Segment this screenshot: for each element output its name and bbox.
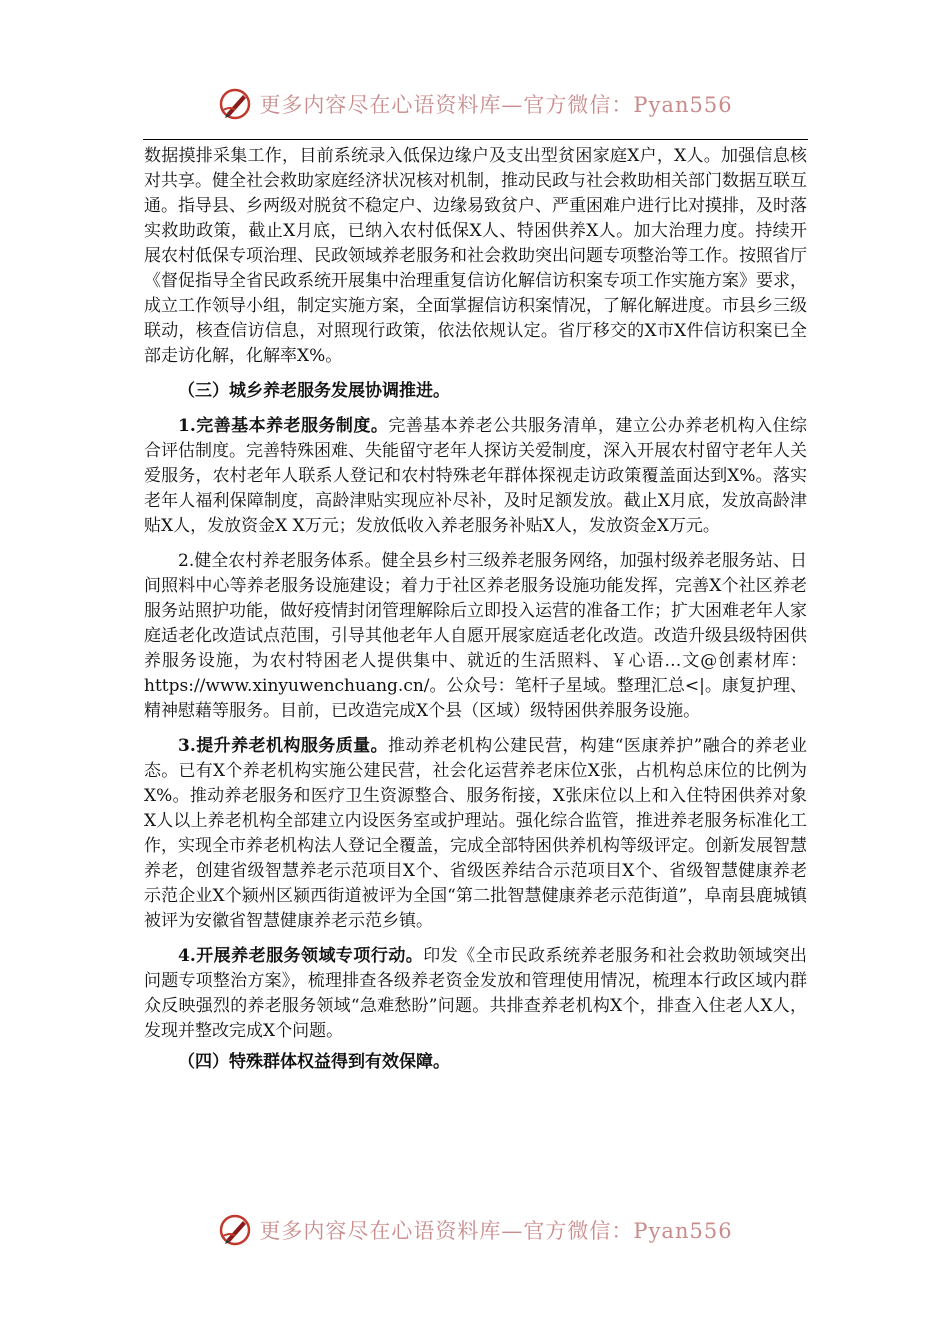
- header-banner: [0, 84, 950, 124]
- pen-logo-icon: [217, 1212, 253, 1248]
- item-4-text: 印发《全市民政系统养老服务和社会救助领域突出问题专项整治方案》，梳理排查各级养老资金发放和管理使用情况，梳理本行政区域内群众反映强烈的养老服务领域“急难愁盼”问题。共排查养老机构X个，排查入住老人X人，发现并整改完成X个问题。: [144, 946, 807, 1041]
- item-4-lead: 4.开展养老服务领域专项行动。: [178, 946, 424, 966]
- paragraph-item-4: [144, 944, 807, 1044]
- footer-banner: [0, 1210, 950, 1250]
- item-3-lead: 3.提升养老机构服务质量。: [178, 736, 389, 756]
- paragraph-item-3: [144, 734, 807, 934]
- paragraph-item-1: [144, 414, 807, 539]
- section-heading-3: （三）城乡养老服务发展协调推进。: [178, 381, 450, 401]
- paragraph-continued: 数据摸排采集工作，目前系统录入低保边缘户及支出型贫困家庭X户，X人。加强信息核对共享。健全社会救助家庭经济状况核对机制，推动民政与社会救助相关部门数据互联互通。指导县、乡两级对脱贫不稳定户、边缘易致贫户、严重困难户进行比对摸排，及时落实救助政策，截止X月底，已纳入农村低保X人、特困供养X人。加大治理力度。持续开展农村低保专项治理、民政领域养老服务和社会救助突出问题专项整治等工作。按照省厅《督促指导全省民政系统开展集中治理重复信访化解信访积案专项工作实施方案》要求，成立工作领导小组，制定实施方案，全面掌握信访积案情况，了解化解进度。市县乡三级联动，核查信访信息，对照现行政策，依法依规认定。省厅移交的X市X件信访积案已全部走访化解，化解率X%。: [144, 146, 807, 366]
- item-3-text: 推动养老机构公建民营，构建“医康养护”融合的养老业态。已有X个养老机构实施公建民营，社会化运营养老床位X张，占机构总床位的比例为X%。推动养老服务和医疗卫生资源整合、服务衔接，X张床位以上和入住特困供养对象X人以上养老机构全部建立内设医务室或护理站。强化综合监管，推进养老服务标准化工作，实现全市养老机构法人登记全覆盖，完成全部特困供养机构等级评定。创新发展智慧养老，创建省级智慧养老示范项目X个、省级医养结合示范项目X个、省级智慧健康养老示范企业X个颍州区颍西街道被评为全国“第二批智慧健康养老示范街道”，阜南县鹿城镇被评为安徽省智慧健康养老示范乡镇。: [144, 736, 808, 931]
- banner-text: 更多内容尽在心语资料库—官方微信：Pyan556: [259, 1219, 733, 1243]
- pen-logo-icon: [217, 86, 253, 122]
- document-body: [144, 144, 807, 1075]
- paragraph-item-2: 2.健全农村养老服务体系。健全县乡村三级养老服务网络，加强村级养老服务站、日间照料中心等养老服务设施建设；着力于社区养老服务设施功能发挥，完善X个社区养老服务站照护功能，做好疫情封闭管理解除后立即投入运营的准备工作；扩大困难老年人家庭适老化改造试点范围，引导其他老年人自愿开展家庭适老化改造。改造升级县级特困供养服务设施，为农村特困老人提供集中、就近的生活照料、￥心语…文@创素材库：https://www.xinyuwenchuang.cn/。公众号：笔杆子星域。整理汇总<|。康复护理、精神慰藉等服务。目前，已改造完成X个县（区域）级特困供养服务设施。: [144, 551, 807, 721]
- header-divider: [143, 139, 808, 140]
- item-1-text: 完善基本养老公共服务清单，建立公办养老机构入住综合评估制度。完善特殊困难、失能留守老年人探访关爱制度，深入开展农村留守老年人关爱服务，农村老年人联系人登记和农村特殊老年群体探视走访政策覆盖面达到X%。落实老年人福利保障制度，高龄津贴实现应补尽补，及时足额发放。截止X月底，发放高龄津贴X人，发放资金X X万元；发放低收入养老服务补贴X人，发放资金X万元。: [144, 416, 808, 536]
- banner-text: 更多内容尽在心语资料库—官方微信：Pyan556: [259, 93, 733, 117]
- item-1-lead: 1.完善基本养老服务制度。: [178, 416, 389, 436]
- section-heading-4: （四）特殊群体权益得到有效保障。: [178, 1052, 450, 1072]
